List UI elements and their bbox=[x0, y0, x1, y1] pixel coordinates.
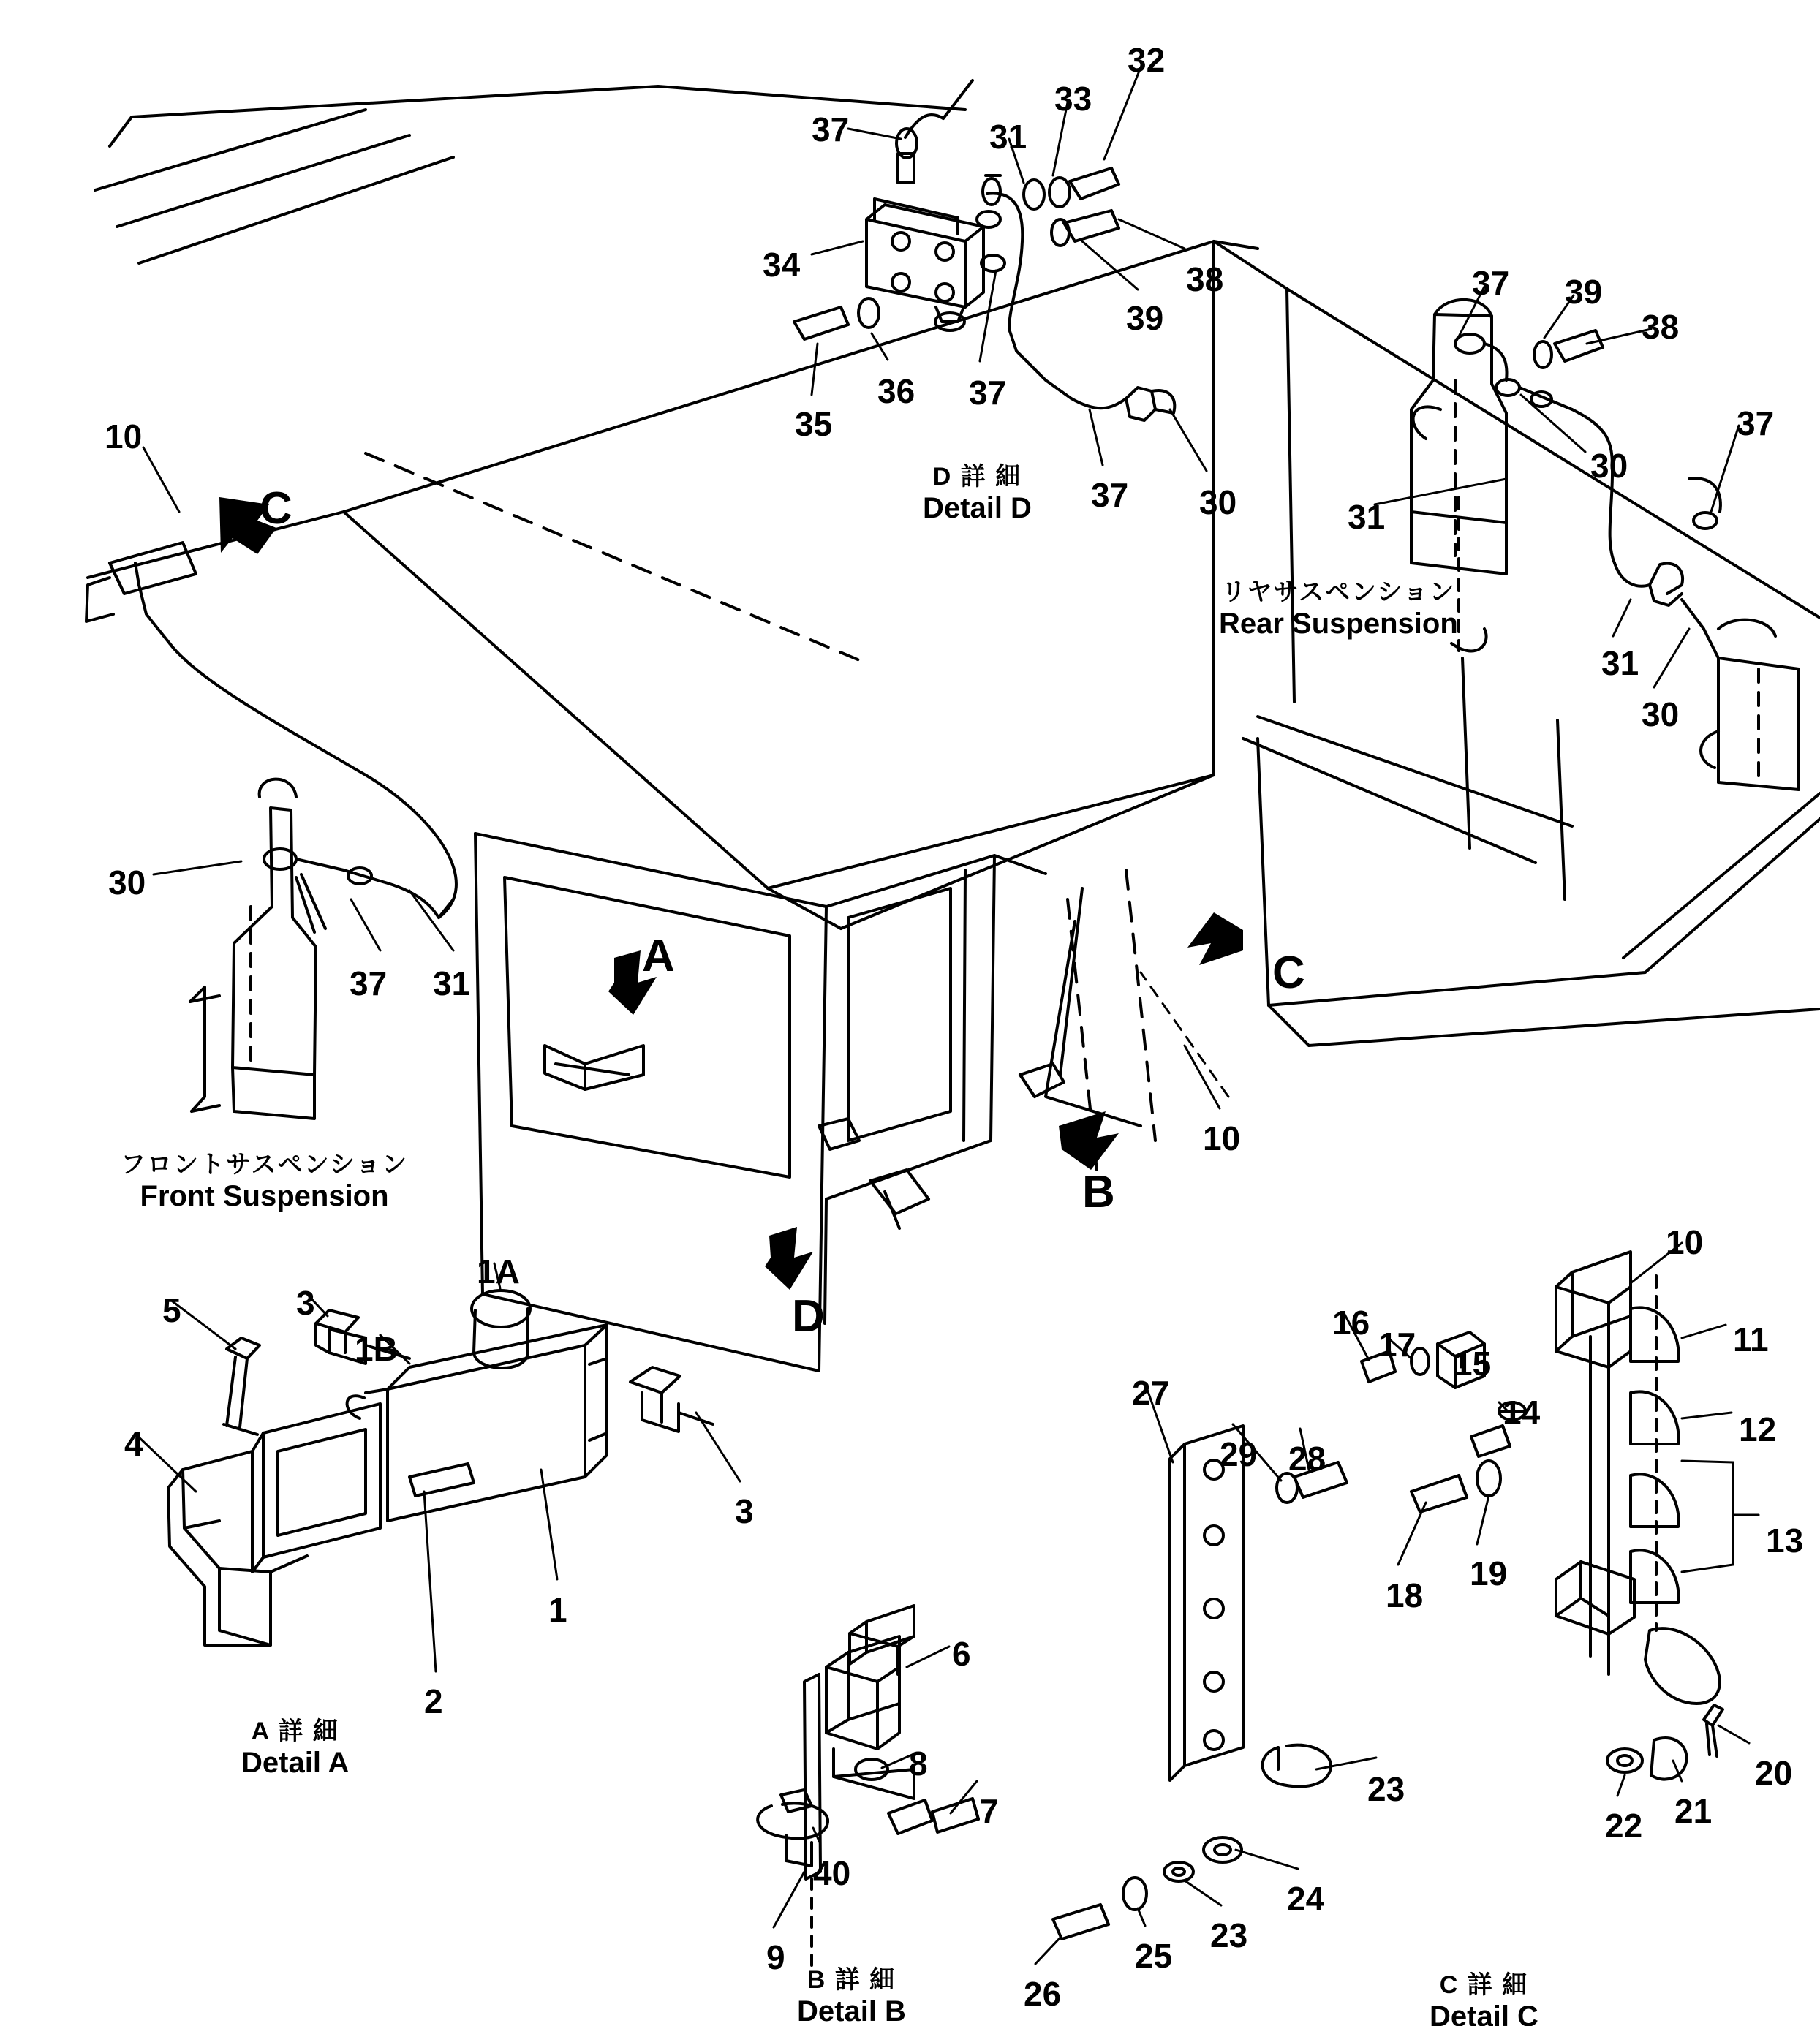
callout-16: 16 bbox=[1332, 1304, 1370, 1342]
caption-front-suspension-en: Front Suspension bbox=[140, 1180, 389, 1213]
callout-37-rear-b: 37 bbox=[1737, 404, 1775, 442]
callout-29: 29 bbox=[1220, 1435, 1258, 1473]
callout-2: 2 bbox=[424, 1682, 443, 1720]
callout-5: 5 bbox=[162, 1291, 181, 1329]
callout-27: 27 bbox=[1132, 1374, 1170, 1412]
callout-31-rear-a: 31 bbox=[1348, 498, 1386, 536]
section-letter-b: B bbox=[1082, 1167, 1115, 1217]
caption-front-suspension bbox=[121, 1150, 408, 1214]
callout-37-detaild-b: 37 bbox=[969, 374, 1007, 412]
callout-20: 20 bbox=[1755, 1754, 1793, 1792]
callout-38-rear: 38 bbox=[1642, 308, 1680, 346]
callout-28: 28 bbox=[1288, 1440, 1326, 1478]
callout-14: 14 bbox=[1503, 1394, 1541, 1432]
callout-23-b: 23 bbox=[1210, 1916, 1248, 1954]
callout-22: 22 bbox=[1605, 1807, 1643, 1845]
callout-33: 33 bbox=[1054, 80, 1092, 118]
callout-6: 6 bbox=[952, 1635, 971, 1673]
callout-1B: 1B bbox=[355, 1330, 398, 1368]
callout-38-detaild: 38 bbox=[1186, 260, 1224, 298]
callout-24: 24 bbox=[1287, 1880, 1325, 1918]
callout-26: 26 bbox=[1024, 1975, 1062, 2013]
caption-detail-c-jp: C 詳 細 bbox=[1439, 1971, 1529, 1999]
callout-7: 7 bbox=[980, 1792, 999, 1830]
callout-11: 11 bbox=[1733, 1320, 1769, 1358]
callout-17: 17 bbox=[1378, 1326, 1416, 1364]
callout-3-b: 3 bbox=[735, 1492, 754, 1530]
callout-1: 1 bbox=[548, 1591, 567, 1629]
section-letter-c-front: C bbox=[260, 483, 292, 534]
caption-front-suspension-jp: フロントサスペンション bbox=[121, 1151, 409, 1179]
callout-10-detailc: 10 bbox=[1666, 1223, 1704, 1261]
callout-34: 34 bbox=[763, 246, 801, 284]
caption-detail-d-en: Detail D bbox=[923, 492, 1032, 525]
callout-31-front: 31 bbox=[433, 964, 471, 1002]
callout-8: 8 bbox=[909, 1745, 928, 1783]
callout-1A: 1A bbox=[477, 1252, 520, 1290]
callout-35: 35 bbox=[795, 405, 833, 443]
callout-31-detaild: 31 bbox=[989, 118, 1027, 156]
callout-39-detaild: 39 bbox=[1126, 299, 1164, 337]
callout-37-front: 37 bbox=[350, 964, 388, 1002]
callout-30-detaild: 30 bbox=[1199, 483, 1237, 521]
caption-detail-a bbox=[241, 1717, 349, 1780]
section-letter-c-rear: C bbox=[1272, 948, 1305, 998]
callout-10-front: 10 bbox=[105, 417, 143, 456]
callout-36: 36 bbox=[877, 372, 915, 410]
callout-39-rear: 39 bbox=[1565, 273, 1603, 311]
callout-40: 40 bbox=[813, 1854, 851, 1892]
callout-13: 13 bbox=[1766, 1522, 1804, 1560]
caption-rear-suspension-jp: リヤサスペンション bbox=[1221, 578, 1456, 606]
callout-37-detaild-a: 37 bbox=[812, 110, 850, 148]
caption-detail-a-jp: A 詳 細 bbox=[251, 1717, 339, 1745]
caption-detail-b-jp: B 詳 細 bbox=[807, 1966, 896, 1994]
caption-rear-suspension-en: Rear Suspension bbox=[1219, 608, 1458, 640]
callout-15: 15 bbox=[1454, 1345, 1492, 1383]
callout-30-rear-a: 30 bbox=[1590, 447, 1628, 485]
section-letter-a: A bbox=[642, 931, 675, 981]
callout-32: 32 bbox=[1128, 41, 1166, 79]
callout-12: 12 bbox=[1739, 1410, 1777, 1448]
section-letter-d: D bbox=[792, 1291, 825, 1342]
callout-4: 4 bbox=[124, 1425, 143, 1463]
callout-25: 25 bbox=[1135, 1937, 1173, 1975]
callout-19: 19 bbox=[1470, 1554, 1508, 1592]
caption-detail-c bbox=[1430, 1970, 1538, 2026]
caption-rear-suspension bbox=[1219, 578, 1458, 641]
callout-37-rear-a: 37 bbox=[1472, 264, 1510, 302]
callout-9: 9 bbox=[766, 1938, 785, 1976]
caption-detail-b bbox=[797, 1965, 906, 2026]
callout-37-detaild-c: 37 bbox=[1091, 476, 1129, 514]
callout-3-a: 3 bbox=[296, 1284, 315, 1322]
callout-30-front: 30 bbox=[108, 863, 146, 902]
caption-detail-a-en: Detail A bbox=[241, 1747, 350, 1780]
callout-18: 18 bbox=[1386, 1576, 1424, 1614]
caption-detail-d-jp: D 詳 細 bbox=[932, 463, 1022, 491]
caption-detail-c-en: Detail C bbox=[1430, 2000, 1538, 2026]
callout-31-rear-b: 31 bbox=[1601, 644, 1639, 682]
callout-30-rear-b: 30 bbox=[1642, 695, 1680, 733]
callout-23-a: 23 bbox=[1367, 1770, 1405, 1808]
callout-21: 21 bbox=[1674, 1792, 1713, 1830]
caption-detail-d bbox=[923, 462, 1032, 526]
callout-10-mid: 10 bbox=[1203, 1119, 1241, 1157]
caption-detail-b-en: Detail B bbox=[797, 1995, 906, 2026]
